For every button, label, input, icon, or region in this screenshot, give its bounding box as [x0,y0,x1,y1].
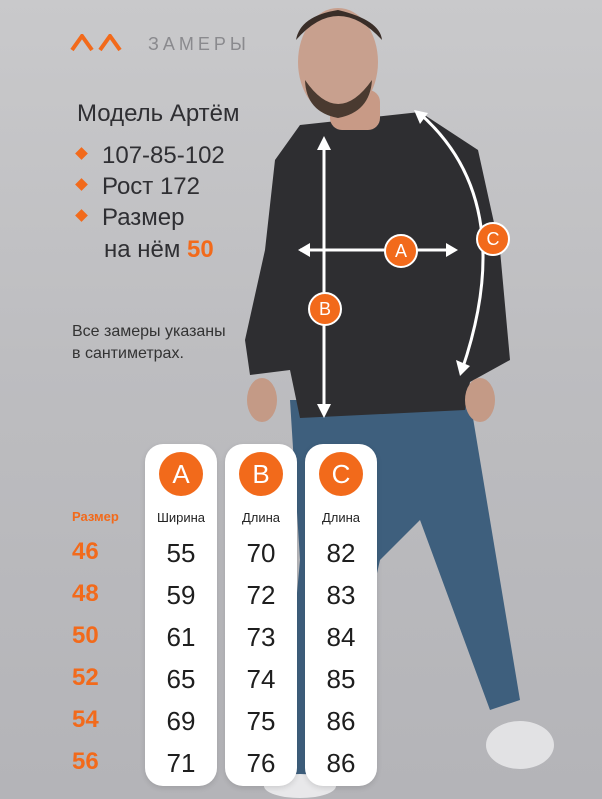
model-size-row [77,204,185,232]
marker-a: A [384,234,418,268]
column-b-card [225,444,297,786]
bullet-icon [75,178,88,191]
table-cell: 71 [166,748,196,778]
model-height: Рост 172 [102,173,201,200]
column-a-badge: A [159,452,203,496]
column-c-badge: C [319,452,363,496]
model-size-label: Размер [102,204,185,231]
size-value: 54 [72,706,99,733]
model-params-row [77,142,225,170]
size-value: 48 [72,580,99,607]
table-cell: 82 [326,538,356,568]
table-cell: 76 [246,748,276,778]
size-column-header: Размер [72,509,119,524]
brand-logo-icon [70,34,126,52]
model-size-note [104,236,214,264]
column-a-header: Ширина [156,510,206,525]
model-height-row [77,173,200,201]
bullet-icon [75,147,88,160]
size-value: 50 [72,622,99,649]
column-b-header: Длина [241,510,281,525]
header-title: ЗАМЕРЫ [148,34,250,54]
bullet-icon [75,209,88,222]
right-shoe [486,721,554,769]
column-c-header: Длина [321,510,361,525]
table-cell: 55 [166,538,196,568]
table-cell: 83 [326,580,356,610]
table-cell: 86 [326,706,356,736]
column-a-card [145,444,217,786]
model-size-value: 50 [187,236,214,263]
size-value: 46 [72,538,99,565]
note-line-2: в сантиметрах. [72,345,184,362]
table-cell: 69 [166,706,196,736]
size-value: 56 [72,748,99,775]
marker-c: C [476,222,510,256]
note-line-1: Все замеры указаны [72,323,226,340]
table-cell: 70 [246,538,276,568]
table-cell: 61 [166,622,196,652]
table-cell: 74 [246,664,276,694]
table-cell: 59 [166,580,196,610]
table-cell: 65 [166,664,196,694]
table-cell: 84 [326,622,356,652]
column-b-badge: B [239,452,283,496]
table-cell: 86 [326,748,356,778]
marker-b: B [308,292,342,326]
size-value: 52 [72,664,99,691]
column-c-card [305,444,377,786]
table-cell: 75 [246,706,276,736]
model-size-prefix: на нём [104,236,181,263]
left-hand [247,378,277,422]
table-cell: 72 [246,580,276,610]
table-cell: 73 [246,622,276,652]
model-name: Модель Артём [77,100,240,127]
table-cell: 85 [326,664,356,694]
sweatshirt [245,112,510,418]
right-hand [465,378,495,422]
model-params: 107-85-102 [102,142,225,169]
